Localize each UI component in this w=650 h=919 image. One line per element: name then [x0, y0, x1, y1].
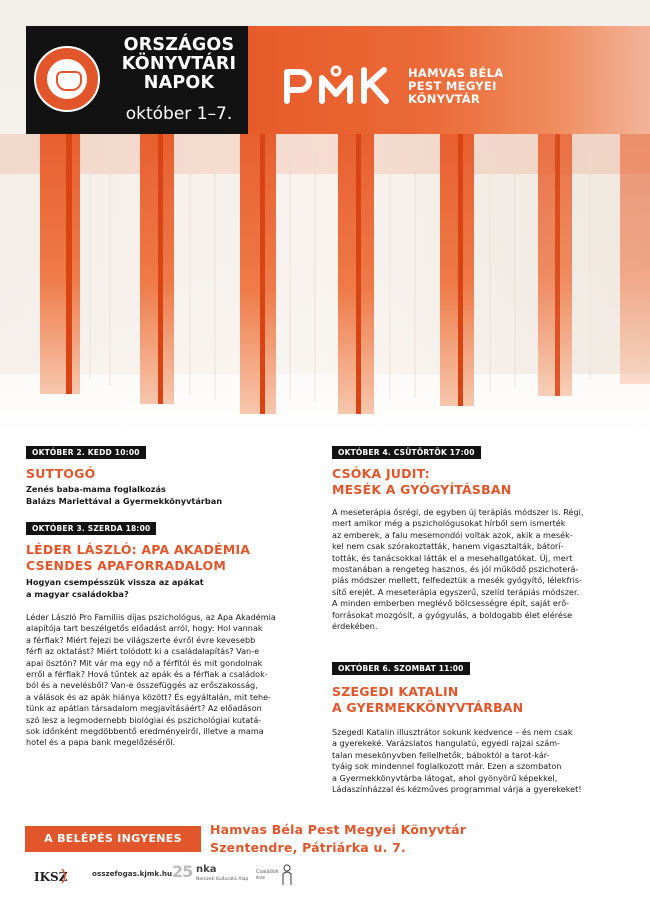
event-subtitle-line: Balázs Mariettával a Gyermekkönyvtárban	[26, 496, 223, 506]
event-description	[332, 507, 583, 632]
family-year-line: éve	[256, 875, 266, 881]
event-subtitle-line: Hogyan csempésszük vissza az apákat	[26, 577, 204, 587]
event-title	[26, 542, 250, 574]
description-line: A minden emberben meglévő bölcsességre épít, saját erő-	[332, 598, 570, 609]
description-line: sok időnként megdöbbentő eredményeiről, illetve a mama	[26, 726, 264, 737]
event-title-line: CSÓKA JUDIT:	[332, 466, 430, 481]
event-description	[26, 612, 276, 749]
event-title-line: LÉDER LÁSZLÓ: APA AKADÉMIA	[26, 542, 251, 557]
venue-line: Szentendre, Pátriárka u. 7.	[210, 840, 406, 855]
festival-title-line: NAPOK	[143, 73, 215, 93]
nka-caption: Nemzeti Kulturális Alap	[196, 877, 249, 882]
description-line: piás módszer mellett, felfedeztük a mesék gyógyító, lélekfris-	[332, 575, 583, 586]
event-title	[332, 466, 511, 498]
description-line: talan mesekönyvben fellelhetők, báboktól a tarot-kár-	[332, 749, 550, 760]
event-title-line: A GYERMEKKÖNYVTÁRBAN	[332, 700, 524, 715]
festival-title-line: ORSZÁGOS	[123, 35, 235, 55]
description-line: tották, és tanácsokkal látták el a mesehallgatókat. Új, mert	[332, 552, 573, 563]
event-date-tag: OKTÓBER 2. KEDD 10:00	[26, 446, 146, 459]
website-link[interactable]: osszefogas.kjmk.hu	[92, 869, 173, 878]
event-title-line: SZEGEDI KATALIN	[332, 684, 459, 699]
event-title	[26, 466, 95, 482]
description-line: hotel és a papa bank megelőzéséről.	[26, 737, 176, 748]
description-line: az emberek, a falu mesemondói voltak azok, akik a mesék-	[332, 529, 573, 540]
event-date-tag: OKTÓBER 3. SZERDA 18:00	[26, 522, 156, 535]
library-name	[408, 67, 503, 106]
description-line: ból és a nevelésből? Van-e összefüggés az erőszakosság,	[26, 680, 258, 691]
ksz-logo-icon	[32, 866, 74, 886]
family-figure-icon	[280, 864, 294, 886]
description-line: Szegedi Katalin illusztrátor sokunk kedvence – és nem csak	[332, 727, 573, 737]
hero-books-image	[0, 0, 650, 435]
free-entry-badge: A BELÉPÉS INGYENES	[25, 826, 201, 852]
ksz-logo-text: IKSZ	[34, 870, 68, 884]
festival-title-box	[26, 26, 248, 134]
festival-title	[110, 36, 248, 93]
description-line: a válások és az apák hiánya között? És egyáltalán, mit tehe-	[26, 691, 272, 702]
description-line: mert amikor még a pszichológusokat hírből sem ismerték	[332, 518, 566, 529]
venue-address	[210, 821, 466, 857]
library-name-line: HAMVAS BÉLA	[408, 66, 504, 80]
pmk-logo-icon	[282, 64, 394, 104]
description-line: a Gyermekkönyvtárba látogat, ahol gyönyörű képekkel,	[332, 772, 558, 783]
library-name-line: KÖNYVTÁR	[408, 92, 481, 106]
description-line: a gyerekeké. Varázslatos hangulatú, egyedi rajzai szám-	[332, 738, 560, 749]
description-line: Ládaszínházzal és kézműves programmal várja a gyerekeket!	[332, 784, 582, 795]
description-line: A meseterápia ősrégi, de egyben új terápiás módszer is. Régi,	[332, 507, 584, 517]
event-title	[332, 684, 523, 716]
nka-logo-icon: nka	[196, 864, 217, 875]
event-seal-icon	[34, 46, 100, 112]
event-description	[332, 727, 582, 795]
event-subtitle-line: Zenés baba-mama foglalkozás	[26, 484, 166, 494]
description-line: Léder László Pro Familiis díjas pszichológus, az Apa Akadémia	[26, 612, 276, 622]
description-line: alapítója tart beszélgetős előadást arról, hogy: Hol vannak	[26, 623, 263, 634]
description-line: a férfiak? Miért fejezi be világszerte évről évre kevesebb	[26, 634, 256, 645]
description-line: erről a férfiak? Hová tűntek az apák és a férfiak a családok-	[26, 669, 268, 680]
event-title-line: MESÉK A GYÓGYÍTÁSBAN	[332, 482, 512, 497]
event-subtitle-line: a magyar családokba?	[26, 589, 129, 599]
event-title-line: CSENDES APAFORRADALOM	[26, 558, 226, 573]
description-line: tünk az apátlan társadalom megjavításáért? Az előadáson	[26, 703, 262, 714]
festival-date: október 1–7.	[125, 104, 233, 124]
venue-line: Hamvas Béla Pest Megyei Könyvtár	[210, 822, 467, 837]
description-line: tyáig sok mindennel foglalkozott már. Ezen a szombaton	[332, 761, 562, 772]
event-subtitle	[26, 576, 204, 600]
description-line: apai ösztön? Mit vár ma egy nő a férfitól és mit gondolnak	[26, 657, 263, 668]
nka-anniversary-number: 25	[172, 862, 193, 881]
library-name-line: PEST MEGYEI	[408, 79, 497, 93]
description-line: mostanában a rengeteg hasznos, és jól működő pszichoterá-	[332, 564, 579, 575]
event-date-tag: OKTÓBER 6. SZOMBAT 11:00	[332, 662, 470, 675]
family-year-line: Családok	[256, 869, 279, 875]
description-line: férfi az oktatást? Miért tolódott ki a családalapítás? Van-e	[26, 646, 260, 657]
description-line: szó lesz a legmodernebb biológiai és pszichológiai kutatá-	[26, 714, 262, 725]
description-line: kel nem csak szórakoztatták, hanem vigasztalták, bátorí-	[332, 541, 564, 552]
family-year-icon	[256, 869, 279, 881]
description-line: sítő erejét. A meseterápia egyszerű, szelíd terápiás módszer.	[332, 586, 580, 597]
description-line: érdekében.	[332, 621, 378, 632]
event-subtitle	[26, 483, 222, 507]
event-title-line: SUTTOGÓ	[26, 466, 96, 481]
description-line: forrásokat mozgósít, a gyógyulás, a boldogabb élet elérése	[332, 609, 573, 620]
festival-title-line: KÖNYVTÁRI	[121, 54, 237, 74]
event-date-tag: OKTÓBER 4. CSÜTÖRTÖK 17:00	[332, 446, 481, 459]
